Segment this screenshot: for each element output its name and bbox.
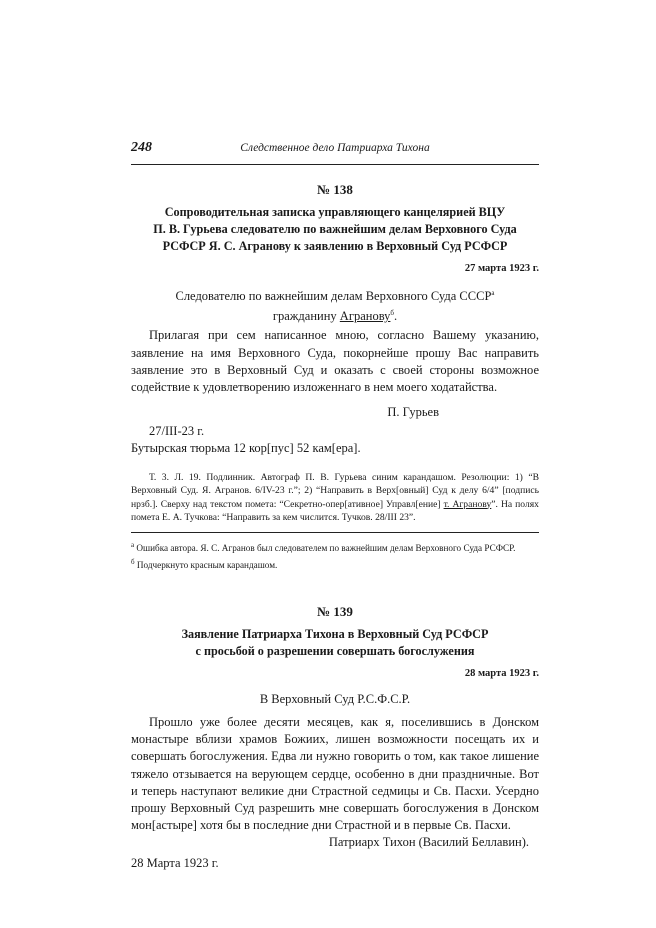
document-title — [131, 204, 539, 255]
running-title: Следственное дело Патриарха Тихона — [240, 142, 430, 154]
note-text: Т. 3. Л. 19. Подлинник. Автограф П. В. Гурьева синим карандашом. Резолюции: 1) “В Верховный Суд. Я. Агранов. 6/IV-23 г.”; 2) “Направить в Верх[овный] Суд к делу 6/4” [подпись нрзб.]. Сверху над текстом помета: “Секретно-опер[ативное] Управл[ение] — [131, 472, 539, 510]
document-date: 27 марта 1923 г. — [464, 263, 539, 274]
title-line: Сопроводительная записка управляющего канцелярией ВЦУ — [164, 205, 506, 219]
document-date: 28 марта 1923 г. — [464, 668, 539, 680]
footnote-rule — [131, 532, 539, 533]
letter-body: Прилагая при сем написанное мною, согласно Вашему указанию, заявление на имя Верховного Суда, покорнейше прошу Вас направить заявление это в Верховный Суд и оказать с своей стороны возможное содействие к удовлетворению изложеннаго в нем моего ходатайства. — [131, 328, 539, 394]
archival-note — [131, 471, 539, 524]
sent-date: 28 Марта 1923 г. — [131, 856, 219, 871]
page-number: 248 — [131, 140, 152, 155]
addressee — [131, 285, 539, 325]
signature: П. Гурьев — [387, 405, 439, 420]
title-line: с просьбой о разрешении совершать богослужения — [195, 644, 475, 659]
sent-place: Бутырская тюрьма 12 кор[пус] 52 кам[ера]. — [131, 441, 361, 456]
document-number: № 138 — [317, 182, 353, 197]
page — [131, 140, 539, 872]
note-underlined: т. Агранову — [443, 498, 492, 510]
addressee-suffix: . — [393, 309, 398, 324]
sent-date: 27/III-23 г. — [149, 424, 205, 439]
title-line: Заявление Патриарха Тихона в Верховный Суд РСФСР — [181, 627, 489, 642]
header-rule — [131, 164, 539, 165]
title-line: П. В. Гурьева следователю по важнейшим делам Верховного Суда — [153, 222, 517, 236]
page-header — [131, 140, 539, 160]
footnote-mark: б — [390, 309, 394, 318]
footnote — [131, 556, 539, 573]
footnotes — [131, 539, 539, 572]
signature: Патриарх Тихон (Василий Беллавин). — [328, 835, 529, 850]
addressee-line: Следователю по важнейшим делам Верховного Суда СССР — [175, 289, 492, 304]
footnote-mark: а — [131, 540, 135, 549]
footnote-text: Подчеркнуто красным карандашом. — [136, 559, 278, 570]
document-title — [131, 626, 539, 660]
note-text-end: ”. На полях помета Е. А. Тучкова: “Направить за кем числится. Тучков. 28/III 23”. — [131, 498, 539, 523]
footnote-mark: а — [491, 289, 495, 297]
title-line: РСФСР Я. С. Агранову к заявлению в Верховный Суд РСФСР — [162, 239, 508, 253]
letter-body: Прошло уже более десяти месяцев, как я, поселившись в Донском монастыре вблизи храмов Божиих, лишен возможности посещать их и совершать богослужения. Едва ли нужно говорить о том, как такое лишение тяжело отзывается на верующем сердце, особенно в дни праздничные. Вот и теперь наступают великие дни Страстной седмицы и Св. Пасхи. Усердно прошу Верховный Суд разрешить мне совершать богослужения в Донском мон[астыре] хотя бы в последние дни Страстной и в первые Св. Пасхи. — [131, 715, 539, 833]
document-number: № 139 — [317, 604, 353, 620]
footnote-mark: б — [131, 557, 135, 566]
footnote-text: Ошибка автора. Я. С. Агранов был следователем по важнейшим делам Верховного Суда РСФСР. — [136, 543, 516, 553]
footnote — [131, 539, 539, 556]
addressee-prefix: гражданину — [272, 309, 340, 324]
addressee-name: Агранову — [339, 309, 391, 324]
addressee: В Верховный Суд Р.С.Ф.С.Р. — [259, 692, 411, 707]
